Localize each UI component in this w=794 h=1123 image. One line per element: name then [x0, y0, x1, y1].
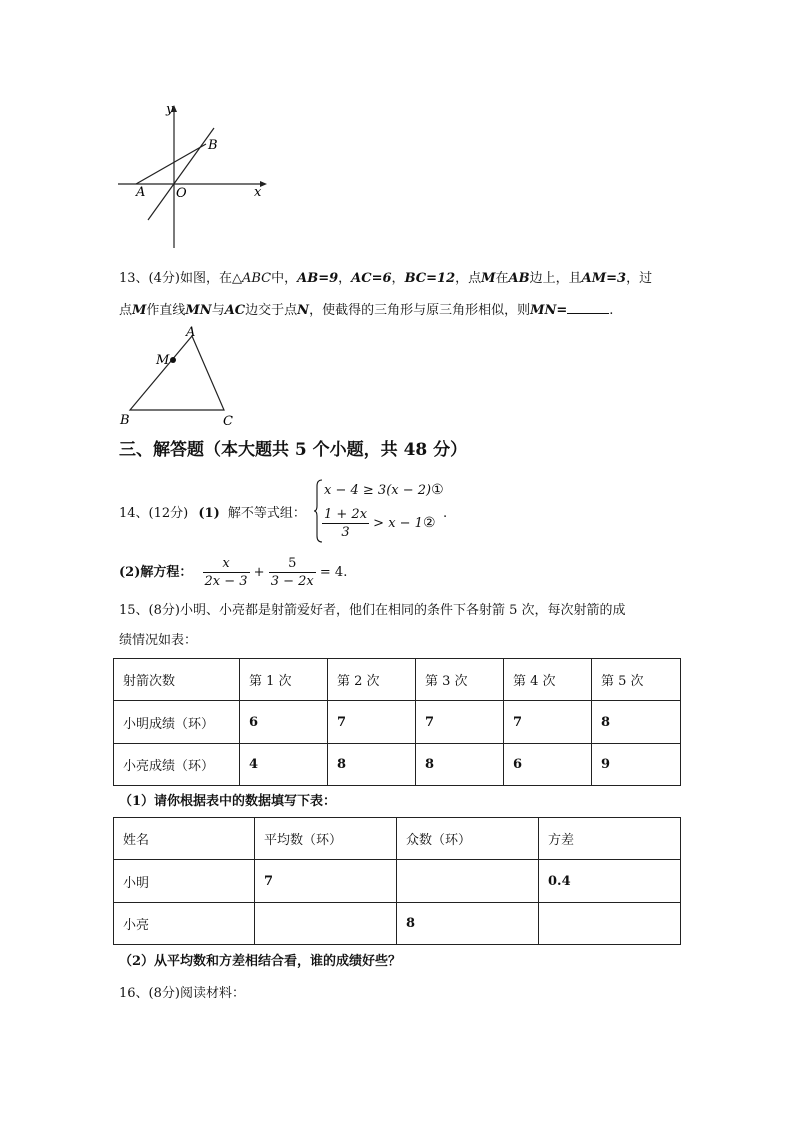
q13-triangle: △ABC	[231, 271, 272, 286]
table-cell	[397, 860, 539, 903]
answer-blank	[567, 301, 609, 314]
q13-text: 点	[119, 303, 133, 318]
q15-sub1: （1）请你根据表中的数据填写下表：	[119, 794, 337, 809]
q13-am: AM=3	[581, 271, 627, 286]
table-row	[114, 860, 681, 903]
score-table	[113, 658, 681, 786]
table-cell: 7	[255, 860, 397, 903]
eq-fraction2: $\frac{5}{3 - 2x}$	[270, 556, 314, 589]
triangle-figure	[110, 322, 250, 430]
table-header-cell: 第 3 次	[416, 659, 504, 701]
label-b: B	[208, 138, 218, 153]
q13-ac2: AC	[224, 303, 246, 318]
q15-sub2: （2）从平均数和方差相结合看，谁的成绩好些？	[119, 954, 402, 969]
table-header-cell: 第 5 次	[592, 659, 681, 701]
q13-text: 作直线	[146, 303, 186, 318]
table-header-cell: 第 4 次	[504, 659, 592, 701]
table-header-cell: 射箭次数	[114, 659, 240, 701]
label-y: y	[166, 102, 174, 117]
q13-end: .	[609, 303, 614, 318]
mark1: ①	[431, 482, 444, 498]
stats-table	[113, 817, 681, 945]
q13-mn2: MN=	[530, 303, 568, 318]
label-m: M	[156, 353, 170, 368]
table-row	[114, 818, 681, 860]
q13-mn: MN	[185, 303, 212, 318]
q14-label	[119, 505, 306, 523]
ineq2-fraction: $\frac{1 + 2x}{3}$	[324, 507, 368, 540]
table-cell: 6	[504, 744, 592, 786]
table-cell: 7	[416, 701, 504, 744]
eq-plus: +	[253, 565, 265, 580]
q13-number: 13、(4分)	[119, 271, 180, 286]
table-header-cell: 方差	[539, 818, 681, 860]
q13-text: 边上，且	[529, 271, 582, 286]
mark2: ②	[422, 515, 436, 531]
table-cell: 小明	[114, 860, 255, 903]
q15-line2: 绩情况如表：	[119, 633, 198, 648]
label-c: C	[223, 414, 233, 429]
label-a: A	[136, 185, 146, 200]
table-header-cell: 众数（环）	[397, 818, 539, 860]
ineq1: x − 4 ≥ 3(x − 2)①	[324, 482, 444, 498]
q13-text: 在	[495, 271, 509, 286]
q14-equation-line	[119, 555, 347, 590]
q13-sep: ，	[391, 271, 405, 286]
table-cell: 8	[416, 744, 504, 786]
q13-sep: ，	[338, 271, 352, 286]
label-a: A	[186, 325, 196, 340]
line-ob	[148, 128, 214, 220]
line-ab	[136, 144, 206, 184]
q13-m: M	[132, 303, 147, 318]
q13-ac: AC=6	[351, 271, 392, 286]
q13-n: N	[297, 303, 310, 318]
q13-ab: AB=9	[297, 271, 339, 286]
q16-text: 16、(8分)阅读材料：	[119, 986, 245, 1001]
table-header-cell: 平均数（环）	[255, 818, 397, 860]
q13-text: 与	[211, 303, 225, 318]
table-cell: 小明成绩（环）	[114, 701, 240, 744]
triangle-abc	[130, 336, 224, 410]
q13-text: 边交于点	[245, 303, 298, 318]
section-title: 三、解答题（本大题共 5 个小题，共 48 分）	[119, 440, 468, 460]
eq-rhs: = 4	[319, 565, 344, 580]
q13-bc: BC=12	[404, 271, 456, 286]
coordinate-figure	[110, 98, 280, 253]
eq-dot: .	[343, 565, 348, 580]
q13-text: ，使截得的三角形与原三角形相似，则	[309, 303, 531, 318]
table-cell: 8	[328, 744, 416, 786]
point-m	[170, 357, 176, 363]
label-b: B	[120, 413, 130, 428]
ineq2: $\frac{1 + 2x}{3}$ > x − 1②	[324, 507, 436, 540]
table-cell: 小亮成绩（环）	[114, 744, 240, 786]
table-cell: 4	[240, 744, 328, 786]
q13-line2	[119, 301, 613, 320]
table-row	[114, 744, 681, 786]
q13-ab2: AB	[508, 271, 530, 286]
table-header-cell: 第 1 次	[240, 659, 328, 701]
q13-text: 如图，在	[179, 271, 232, 286]
q14-part1: (1)	[198, 506, 220, 521]
q14-number: 14、(12分)	[119, 506, 189, 521]
table-cell: 0.4	[539, 860, 681, 903]
table-header-cell: 姓名	[114, 818, 255, 860]
table-cell: 8	[397, 903, 539, 945]
table-row	[114, 701, 681, 744]
q15-line1: 15、(8分)小明、小亮都是射箭爱好者，他们在相同的条件下各射箭 5 次，每次射箭的成	[119, 603, 626, 618]
label-o: O	[176, 186, 187, 201]
table-row	[114, 659, 681, 701]
table-cell	[255, 903, 397, 945]
table-row	[114, 903, 681, 945]
q14-part2: (2)解方程：	[119, 565, 193, 580]
table-cell: 7	[504, 701, 592, 744]
q13-line1	[119, 270, 652, 288]
label-x: x	[254, 185, 262, 200]
q13-text: ，过	[626, 271, 653, 286]
table-header-cell: 第 2 次	[328, 659, 416, 701]
q14-text: 解不等式组：	[227, 506, 306, 521]
q14-dot: .	[443, 506, 448, 521]
table-cell: 8	[592, 701, 681, 744]
table-cell: 9	[592, 744, 681, 786]
eq-fraction1: $\frac{x}{2x - 3}$	[204, 556, 248, 589]
table-cell: 7	[328, 701, 416, 744]
table-cell: 6	[240, 701, 328, 744]
q13-text: 中，	[271, 271, 298, 286]
q13-text: ，点	[455, 271, 482, 286]
q13-m: M	[481, 271, 496, 286]
table-cell: 小亮	[114, 903, 255, 945]
table-cell	[539, 903, 681, 945]
